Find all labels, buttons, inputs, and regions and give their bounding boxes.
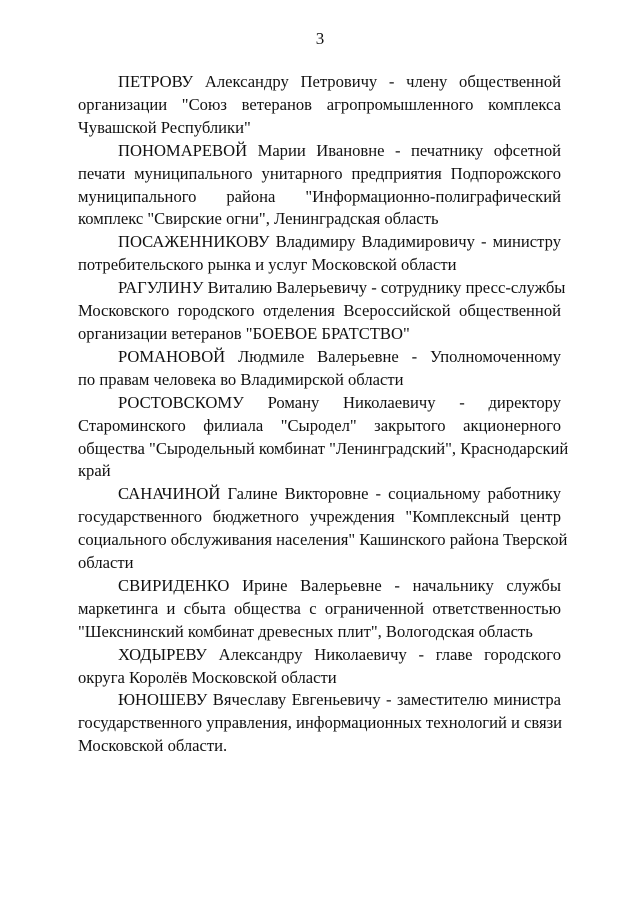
paragraph-line: РОМАНОВОЙ Людмиле Валерьевне - Уполномоченному — [118, 346, 561, 366]
paragraph-line: округа Королёв Московской области — [78, 667, 337, 687]
paragraph-line: "Шекснинский комбинат древесных плит", Вологодская область — [78, 621, 533, 641]
paragraph-line: Московского городского отделения Всероссийской общественной — [78, 301, 561, 321]
paragraph-line: САНАЧИНОЙ Галине Викторовне - социальному работнику — [118, 484, 561, 504]
paragraph-line: РАГУЛИНУ Виталию Валерьевичу - сотруднику пресс-службы — [118, 278, 566, 298]
award-paragraph — [78, 71, 561, 140]
award-paragraph — [78, 483, 568, 575]
award-paragraph — [78, 575, 561, 644]
paragraph-line: области — [78, 553, 134, 573]
paragraph-line: край — [78, 461, 111, 481]
paragraph-line: ЮНОШЕВУ Вячеславу Евгеньевичу - заместителю министра — [118, 690, 561, 710]
award-paragraph — [78, 346, 561, 392]
page-number: 3 — [315, 29, 325, 48]
paragraph-line: ПЕТРОВУ Александру Петровичу - члену общественной — [118, 72, 561, 91]
award-paragraph — [78, 644, 561, 690]
paragraph-line: организации ветеранов "БОЕВОЕ БРАТСТВО" — [78, 323, 410, 343]
paragraph-line: ХОДЫРЕВУ Александру Николаевичу - главе городского — [118, 644, 561, 664]
paragraph-line: печати муниципального унитарного предприятия Подпорожского — [78, 163, 561, 183]
paragraph-line: государственного управления, информационных технологий и связи — [78, 713, 563, 733]
award-paragraph — [78, 231, 561, 277]
paragraph-line: по правам человека во Владимирской области — [78, 369, 404, 389]
award-paragraph — [78, 277, 566, 346]
paragraph-line: Чувашской Республики" — [78, 117, 251, 137]
paragraph-line: РОСТОВСКОМУ Роману Николаевичу - директору — [118, 392, 561, 412]
paragraph-line: комплекс "Свирские огни", Ленинградская область — [78, 209, 439, 229]
paragraph-line: ПОСАЖЕННИКОВУ Владимиру Владимировичу - министру — [118, 232, 561, 252]
document-body — [78, 71, 569, 758]
paragraph-line: Староминского филиала "Сыродел" закрытого акционерного — [78, 415, 561, 435]
paragraph-line: организации "Союз ветеранов агропромышленного комплекса — [78, 94, 561, 114]
paragraph-line: общества "Сыродельный комбинат "Ленинградский", Краснодарский — [78, 438, 569, 458]
paragraph-line: маркетинга и сбыта общества с ограниченной ответственностью — [78, 598, 561, 618]
award-paragraph — [78, 392, 569, 484]
award-paragraph — [78, 689, 561, 758]
paragraph-line: Московской области. — [78, 736, 228, 756]
award-paragraph — [78, 140, 561, 232]
paragraph-line: социального обслуживания населения" Кашинского района Тверской — [78, 530, 568, 550]
paragraph-line: потребительского рынка и услуг Московской области — [78, 255, 457, 275]
paragraph-line: государственного бюджетного учреждения "Комплексный центр — [78, 507, 561, 527]
paragraph-line: СВИРИДЕНКО Ирине Валерьевне - начальнику службы — [118, 575, 561, 595]
paragraph-line: муниципального района "Информационно-полиграфический — [78, 186, 561, 206]
paragraph-line: ПОНОМАРЕВОЙ Марии Ивановне - печатнику офсетной — [118, 140, 561, 160]
